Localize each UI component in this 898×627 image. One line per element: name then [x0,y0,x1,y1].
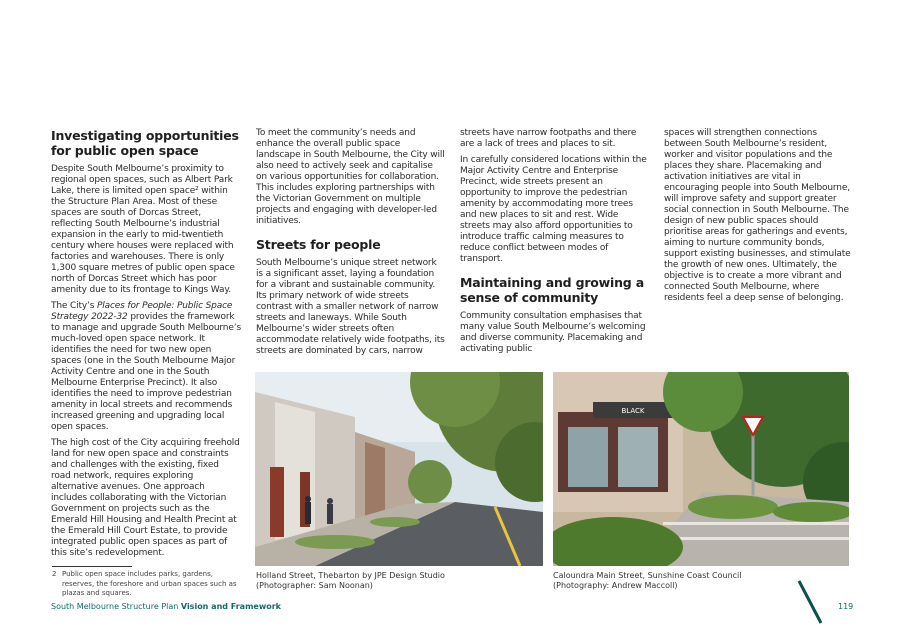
footer-title: South Melbourne Structure Plan Vision and Framework [51,602,281,611]
page-number: 119 [838,602,854,611]
caption-right: Caloundra Main Street, Sunshine Coast Council (Photography: Andrew Maccoll) [553,571,742,590]
heading-sense-of-community: Maintaining and growing a sense of community [460,275,644,305]
photo-caloundra-main-street [553,372,849,566]
column-3 [460,128,650,360]
main-street-photo-illustration [553,372,849,566]
footnote [52,570,242,599]
photo-holland-street [255,372,543,566]
paragraph: Despite South Melbourne’s proximity to regional open spaces, such as Albert Park Lake, there is limited open space² within the Structure Plan Area. Most of these spaces are south of Dorcas Street, reflecting South Melbourne’s industrial expansion in the early to mid-twentieth century where houses were replaced with factories and warehouses. There is only 1,300 square metres of public open space north of Dorcas Street which has poor amenity due to its frontage to Kings Way. [51,164,235,295]
paragraph: To meet the community’s needs and enhance the overall public space landscape in South Melbourne, the City will also need to actively seek and capitalise on various opportunities for collaboration. This includes exploring partnerships with the Victorian Government on multiple projects and engaging with developer-led initiatives. [256,128,445,226]
footnote-number: 2 [52,570,57,578]
paragraph: streets have narrow footpaths and there are a lack of trees and places to sit. [460,128,637,149]
heading-open-space: Investigating opportunities for public open space [51,128,239,158]
column-4 [664,128,854,309]
strategy-title: Places for People: Public Space Strategy 2022-32 [51,301,233,322]
footnote-text: Public open space includes parks, gardens, reserves, the foreshore and urban spaces such as plazas and squares. [62,570,237,597]
paragraph: The City’s Places for People: Public Space Strategy 2022-32 provides the framework to manage and upgrade South Melbourne’s much-loved open space network. It identifies the need for two new open spaces (one in the South Melbourne Major Activity Centre and one in the South Melbourne Enterprise Precinct). It also identifies the need to improve pedestrian amenity in local streets and recommends increased greening and upgrading local open spaces. [51,301,241,432]
decorative-slash-mark [795,577,835,627]
column-2 [256,128,446,362]
caption-left: Holland Street, Thebarton by JPE Design Studio (Photographer: Sam Noonan) [256,571,445,590]
paragraph: South Melbourne’s unique street network is a significant asset, laying a foundation for a vibrant and sustainable community. Its primary network of wide streets contrast with a smaller network of narrow streets and laneways. While South Melbourne’s wider streets often accommodate relatively wide footpaths, its streets are dominated by cars, narrow [256,258,445,356]
paragraph: spaces will strengthen connections between South Melbourne’s resident, worker and visitor populations and the places they share. Placemaking and activation initiatives are vital in encouraging people into South Melbourne, will improve safety and support greater social connection in South Melbourne. The design of new public spaces should prioritise areas for gatherings and events, aiming to nurture community bonds, support existing businesses, and stimulate the growth of new ones. Ultimately, the objective is to create a more vibrant and connected South Melbourne, where residents feel a deep sense of belonging. [664,128,851,303]
paragraph: Community consultation emphasises that many value South Melbourne’s welcoming and diverse community. Placemaking and activating public [460,311,646,354]
shop-sign-text: BLACK [621,407,645,415]
street-photo-illustration [255,372,543,566]
paragraph: In carefully considered locations within the Major Activity Centre and Enterprise Precinct, wide streets present an opportunity to improve the pedestrian amenity by accommodating more trees and new places to sit and rest. Wide streets may also afford opportunities to introduce traffic calming measures to reduce conflict between modes of transport. [460,155,647,264]
column-1 [51,128,241,564]
heading-streets-for-people: Streets for people [256,237,381,252]
footnote-divider [52,566,132,567]
paragraph: The high cost of the City acquiring freehold land for new open space and constraints and challenges with the existing, fixed road network, requires exploring alternative avenues. One approach includes collaborating with the Victorian Government on projects such as the Emerald Hill Housing and Health Precint at the Emerald Hill Court Estate, to provide integrated public open spaces as part of this site’s redevelopment. [51,438,240,558]
footer-section: Vision and Framework [180,602,281,611]
